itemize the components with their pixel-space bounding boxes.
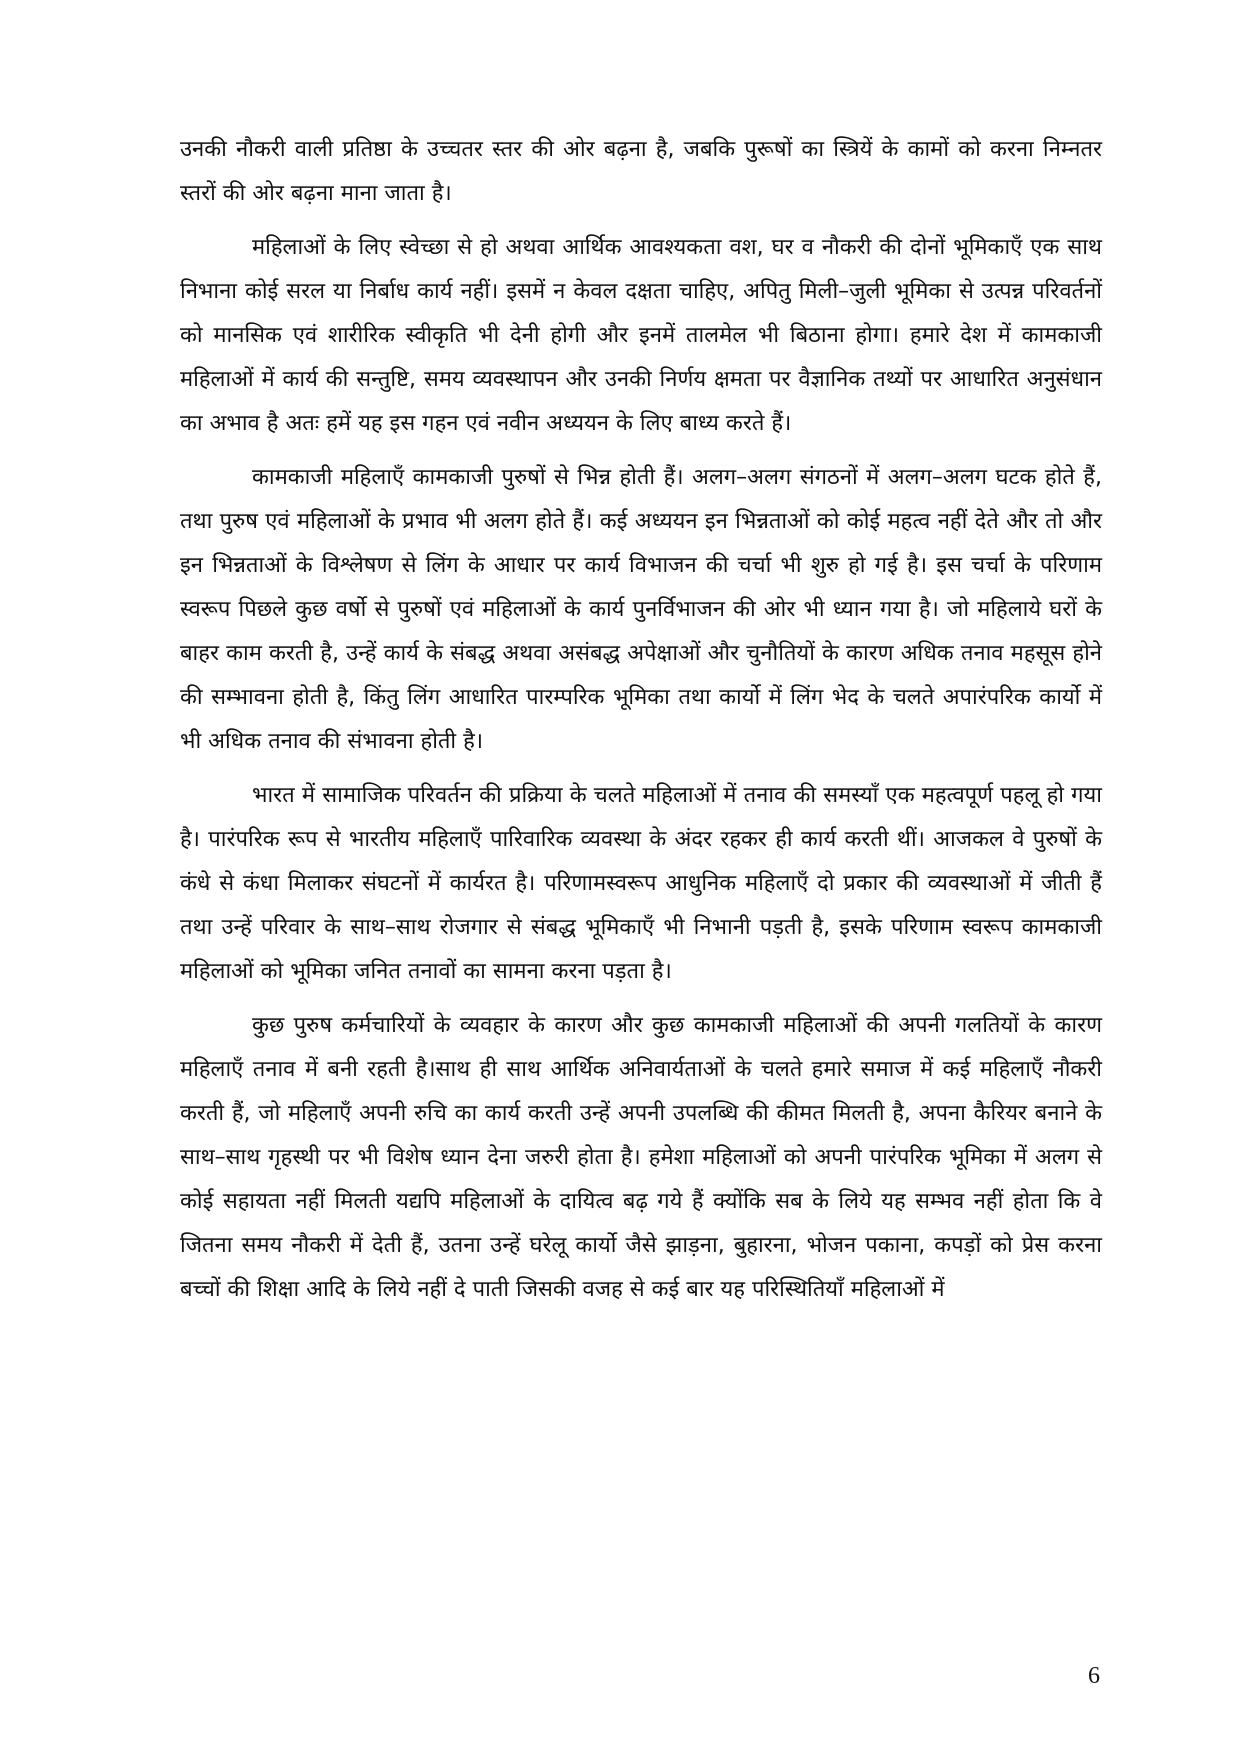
paragraph-1: उनकी नौकरी वाली प्रतिष्ठा के उच्चतर स्तर की ओर बढ़ना है, जबकि पुरूषों का स्त्रियें के कामों को करना निम्नतर स्तरों की ओर बढ़ना माना जाता है। (180, 137, 1102, 206)
paragraph-4: भारत में सामाजिक परिवर्तन की प्रक्रिया के चलते महिलाओं में तनाव की समस्याँ एक महत्वपूर्ण पहलू हो गया है। पारंपरिक रूप से भारतीय महिलाएँ पारिवारिक व्यवस्था के अंदर रहकर ही कार्य करती थीं। आजकल वे पुरुषों के कंधे से कंधा मिलाकर संघटनों में कार्यरत है। परिणामस्वरूप आधुनिक महिलाएँ दो प्रकार की व्यवस्थाओं में जीती हैं तथा उन्हें परिवार के साथ–साथ रोजगार से संबद्ध भूमिकाएँ भी निभानी पड़ती है, इसके परिणाम स्वरूप कामकाजी महिलाओं को भूमिका जनित तनावों का सामना करना पड़ता है। (180, 783, 1102, 984)
page-number: 6 (1088, 1663, 1100, 1689)
body-text (180, 128, 1102, 1322)
paragraph-3: कामकाजी महिलाएँ कामकाजी पुरुषों से भिन्न होती हैं। अलग–अलग संगठनों में अलग–अलग घटक होते हैं, तथा पुरुष एवं महिलाओं के प्रभाव भी अलग होते हैं। कई अध्ययन इन भिन्नताओं को कोई महत्व नहीं देते और तो और इन भिन्नताओं के विश्लेषण से लिंग के आधार पर कार्य विभाजन की चर्चा भी शुरु हो गई है। इस चर्चा के परिणाम स्वरूप पिछले कुछ वर्षो से पुरुषों एवं महिलाओं के कार्य पुनर्विभाजन की ओर भी ध्यान गया है। जो महिलाये घरों के बाहर काम करती है, उन्हें कार्य के संबद्ध अथवा असंबद्ध अपेक्षाओं और चुनौतियों के कारण अधिक तनाव महसूस होने की सम्भावना होती है, किंतु लिंग आधारित पारम्परिक भूमिका तथा कार्यो में लिंग भेद के चलते अपारंपरिक कार्यो में भी अधिक तनाव की संभावना होती है। (180, 465, 1102, 754)
paragraph-5: कुछ पुरुष कर्मचारियों के व्यवहार के कारण और कुछ कामकाजी महिलाओं की अपनी गलतियों के कारण महिलाएँ तनाव में बनी रहती है।साथ ही साथ आर्थिक अनिवार्यताओं के चलते हमारे समाज में कई महिलाएँ नौकरी करती हैं, जो महिलाएँ अपनी रुचि का कार्य करती उन्हें अपनी उपलब्धि की कीमत मिलती है, अपना कैरियर बनाने के साथ–साथ गृहस्थी पर भी विशेष ध्यान देना जरुरी होता है। हमेशा महिलाओं को अपनी पारंपरिक भूमिका में अलग से कोई सहायता नहीं मिलती यद्यपि महिलाओं के दायित्व बढ़ गये हैं क्योंकि सब के लिये यह सम्भव नहीं होता कि वे जितना समय नौकरी में देती हैं, उतना उन्हें घरेलू कार्यो जैसे झाड़ना, बुहारना, भोजन पकाना, कपड़ों को प्रेस करना बच्चों की शिक्षा आदि के लिये नहीं दे पाती जिसकी वजह से कई बार यह परिस्थितियाँ महिलाओं में (180, 1013, 1102, 1302)
paragraph-2: महिलाओं के लिए स्वेच्छा से हो अथवा आर्थिक आवश्यकता वश, घर व नौकरी की दोनों भूमिकाएँ एक साथ निभाना कोई सरल या निर्बाध कार्य नहीं। इसमें न केवल दक्षता चाहिए, अपितु मिली–जुली भूमिका से उत्पन्न परिवर्तनों को मानसिक एवं शारीरिक स्वीकृति भी देनी होगी और इनमें तालमेल भी बिठाना होगा। हमारे देश में कामकाजी महिलाओं में कार्य की सन्तुष्टि, समय व्यवस्थापन और उनकी निर्णय क्षमता पर वैज्ञानिक तथ्यों पर आधारित अनुसंधान का अभाव है अतः हमें यह इस गहन एवं नवीन अध्ययन के लिए बाध्य करते हैं। (180, 235, 1102, 436)
